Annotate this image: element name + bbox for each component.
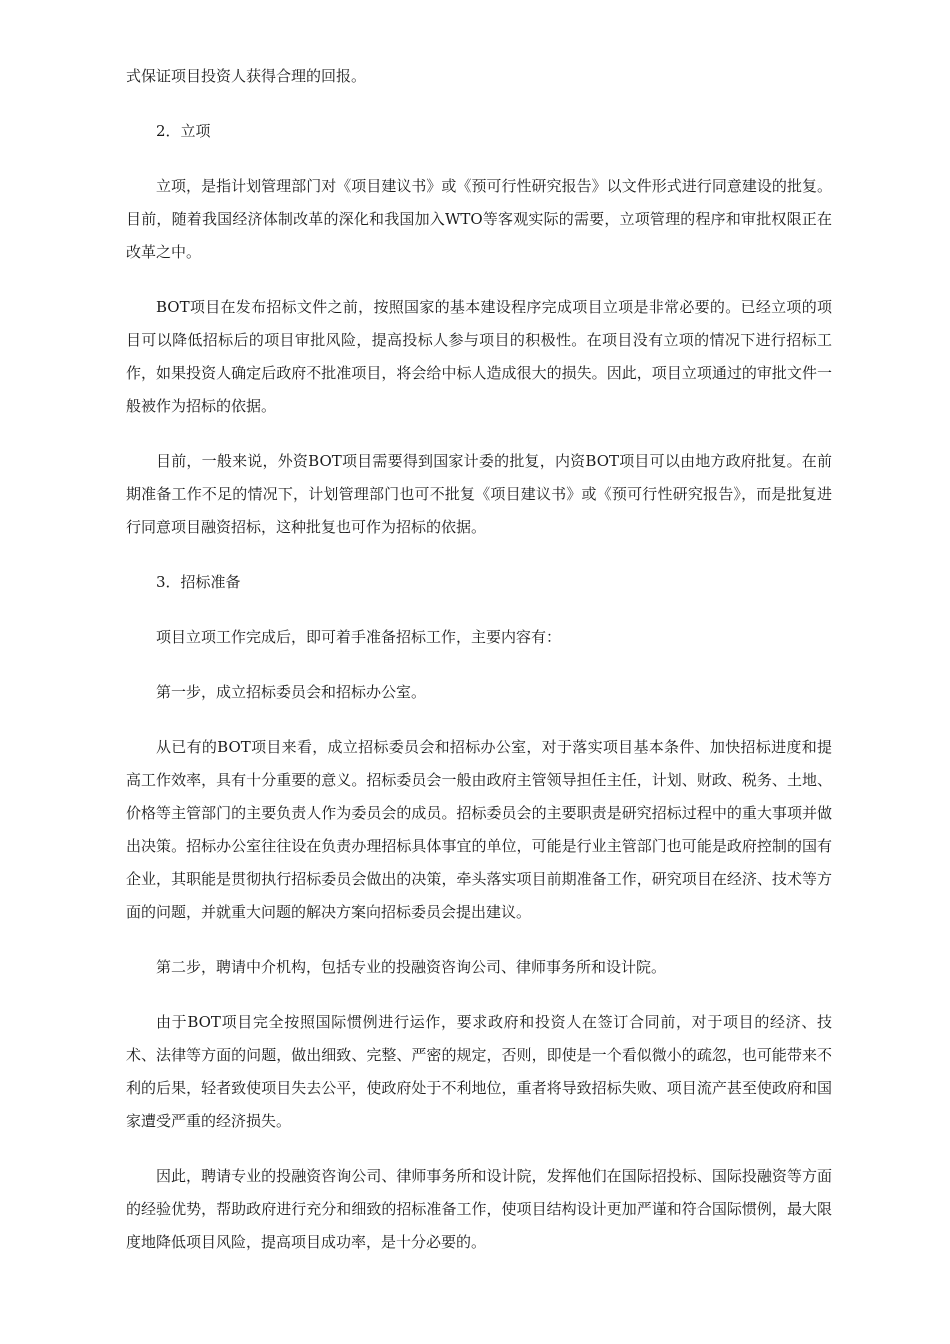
section-heading-lixiang: 2．立项 <box>156 122 211 140</box>
section-heading-zhaobiao: 3．招标准备 <box>156 573 241 591</box>
paragraph-lixiang-definition: 立项，是指计划管理部门对《项目建议书》或《预可行性研究报告》以文件形式进行同意建设的批复。目前，随着我国经济体制改革的深化和我国加入WTO等客观实际的需要，立项管理的程序和审批权限正在改革之中。 <box>126 177 832 261</box>
paragraph-step-one: 第一步，成立招标委员会和招标办公室。 <box>156 683 427 701</box>
paragraph-approval: 目前，一般来说，外资BOT项目需要得到国家计委的批复，内资BOT项目可以由地方政府批复。在前期准备工作不足的情况下，计划管理部门也可不批复《项目建议书》或《预可行性研究报告》，而是批复进行同意项目融资招标，这种批复也可作为招标的依据。 <box>126 452 832 536</box>
paragraph-step-two: 第二步，聘请中介机构，包括专业的投融资咨询公司、律师事务所和设计院。 <box>156 958 667 976</box>
paragraph-conclusion: 因此，聘请专业的投融资咨询公司、律师事务所和设计院，发挥他们在国际招投标、国际投融资等方面的经验优势，帮助政府进行充分和细致的招标准备工作，使项目结构设计更加严谨和符合国际惯例，最大限度地降低项目风险，提高项目成功率，是十分必要的。 <box>126 1167 832 1251</box>
paragraph-continuation: 式保证项目投资人获得合理的回报。 <box>126 67 367 85</box>
paragraph-bot-lixiang: BOT项目在发布招标文件之前，按照国家的基本建设程序完成项目立项是非常必要的。已经立项的项目可以降低招标后的项目审批风险，提高投标人参与项目的积极性。在项目没有立项的情况下进行招标工作，如果投资人确定后政府不批准项目，将会给中标人造成很大的损失。因此，项目立项通过的审批文件一般被作为招标的依据。 <box>126 298 832 415</box>
document-page <box>126 60 832 1259</box>
paragraph-prep-intro: 项目立项工作完成后，即可着手准备招标工作，主要内容有： <box>156 628 562 646</box>
paragraph-committee: 从已有的BOT项目来看，成立招标委员会和招标办公室，对于落实项目基本条件、加快招标进度和提高工作效率，具有十分重要的意义。招标委员会一般由政府主管领导担任主任，计划、财政、税务、土地、价格等主管部门的主要负责人作为委员会的成员。招标委员会的主要职责是研究招标过程中的重大事项并做出决策。招标办公室往往设在负责办理招标具体事宜的单位，可能是行业主管部门也可能是政府控制的国有企业，其职能是贯彻执行招标委员会做出的决策，牵头落实项目前期准备工作，研究项目在经济、技术等方面的问题，并就重大问题的解决方案向招标委员会提出建议。 <box>126 738 832 921</box>
paragraph-intermediary: 由于BOT项目完全按照国际惯例进行运作，要求政府和投资人在签订合同前，对于项目的经济、技术、法律等方面的问题，做出细致、完整、严密的规定，否则，即使是一个看似微小的疏忽，也可能带来不利的后果，轻者致使项目失去公平，使政府处于不利地位，重者将导致招标失败、项目流产甚至使政府和国家遭受严重的经济损失。 <box>126 1013 832 1130</box>
